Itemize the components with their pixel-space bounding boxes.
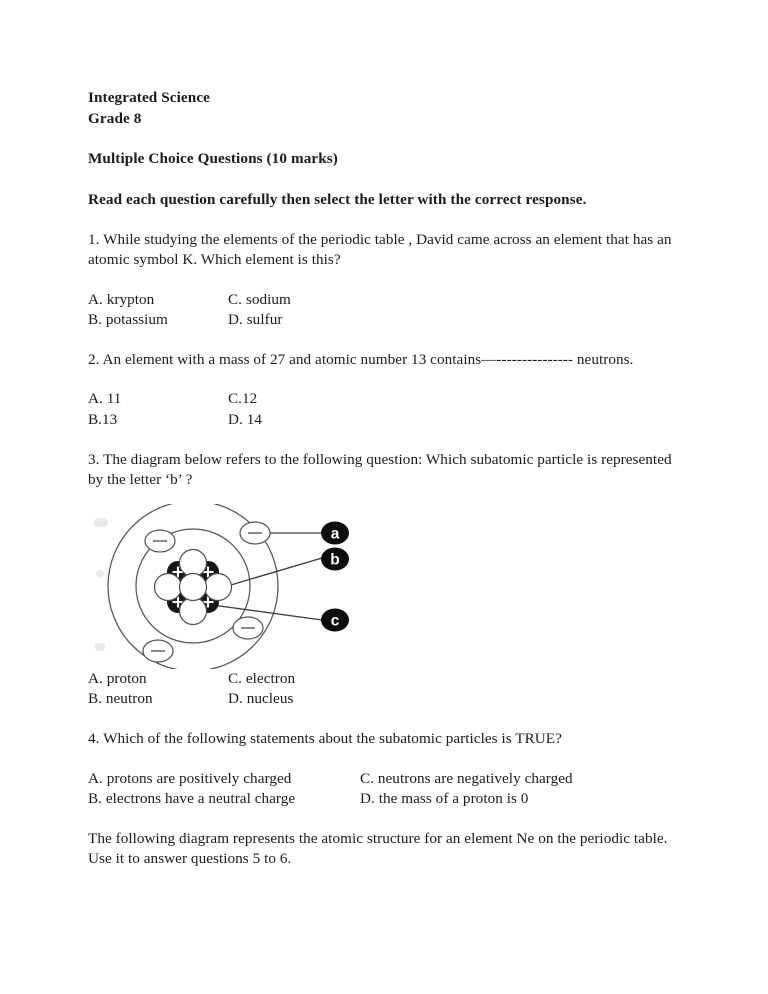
nucleus <box>155 549 232 624</box>
diagram-labels <box>321 521 349 631</box>
spacer <box>88 210 680 230</box>
question-2-options <box>88 389 680 430</box>
question-1-stem-line-2: atomic symbol K. Which element is this? <box>88 251 341 269</box>
atom-diagram-svg <box>90 504 365 669</box>
option-row <box>88 290 680 310</box>
neutron-particle <box>180 549 207 576</box>
label-a <box>321 521 349 544</box>
question-4 <box>88 729 680 809</box>
question-1 <box>88 230 680 330</box>
question-1-options <box>88 290 680 331</box>
label-b-text: b <box>330 551 340 569</box>
subject-title: Integrated Science <box>88 89 211 106</box>
neutron-particle <box>205 573 232 600</box>
spacer <box>88 491 680 504</box>
option-row <box>88 669 680 689</box>
spacer <box>88 271 680 290</box>
option-4-c[interactable]: C. neutrons are negatively charged <box>360 769 573 787</box>
option-1-b[interactable]: B. potassium <box>88 310 168 328</box>
option-1-d[interactable]: D. sulfur <box>228 310 283 328</box>
question-2 <box>88 350 680 430</box>
question-4-stem-line-1: 4. Which of the following statements about the subatomic particles is TRUE? <box>88 730 562 748</box>
option-3-d[interactable]: D. nucleus <box>228 689 294 707</box>
option-row <box>88 769 680 789</box>
leader-lines <box>212 533 322 620</box>
label-b <box>321 547 349 570</box>
label-a-text: a <box>330 525 340 543</box>
option-row <box>88 689 680 709</box>
closing-note-line-2: Use it to answer questions 5 to 6. <box>88 850 292 868</box>
neutron-particle <box>180 597 207 624</box>
question-3-stem-line-1: 3. The diagram below refers to the following question: Which subatomic particle is represented <box>88 451 672 469</box>
atom-structure-diagram <box>90 504 365 669</box>
leader-line-b <box>224 558 322 587</box>
question-4-options <box>88 769 680 810</box>
spacer <box>88 170 680 190</box>
closing-note-line-1: The following diagram represents the atomic structure for an element Ne on the periodic table. <box>88 830 668 848</box>
option-2-c[interactable]: C.12 <box>228 390 258 408</box>
spacer <box>88 370 680 389</box>
spacer <box>88 129 680 149</box>
neutron-particle <box>155 573 182 600</box>
question-1-stem-line-1: 1. While studying the elements of the periodic table , David came across an element that has an <box>88 231 672 248</box>
spacer <box>88 709 680 729</box>
spacer <box>88 809 680 829</box>
closing-note <box>88 829 680 870</box>
option-1-a[interactable]: A. krypton <box>88 290 155 308</box>
option-3-a[interactable]: A. proton <box>88 669 147 687</box>
spacer <box>88 430 680 450</box>
option-2-a[interactable]: A. 11 <box>88 390 122 408</box>
question-2-stem-line-1: 2. An element with a mass of 27 and atomic number 13 contains—--------------- neutrons. <box>88 351 634 369</box>
option-2-b[interactable]: B.13 <box>88 410 118 428</box>
scan-artifact <box>95 643 105 651</box>
document-header <box>88 88 680 129</box>
option-4-d[interactable]: D. the mass of a proton is 0 <box>360 789 529 807</box>
question-3 <box>88 450 680 709</box>
spacer <box>88 750 680 769</box>
option-4-b[interactable]: B. electrons have a neutral charge <box>88 789 296 807</box>
document-content <box>88 88 680 870</box>
option-row <box>88 789 680 809</box>
spacer <box>88 330 680 350</box>
option-4-a[interactable]: A. protons are positively charged <box>88 769 292 787</box>
scan-artifact <box>94 518 108 527</box>
option-3-b[interactable]: B. neutron <box>88 689 153 707</box>
option-2-d[interactable]: D. 14 <box>228 410 262 428</box>
neutron-particle <box>180 573 207 600</box>
label-c <box>321 608 349 631</box>
option-row <box>88 410 680 430</box>
option-1-c[interactable]: C. sodium <box>228 290 291 308</box>
label-c-text: c <box>330 612 340 630</box>
question-3-options <box>88 669 680 710</box>
option-row <box>88 310 680 330</box>
grade-level: Grade 8 <box>88 109 142 127</box>
instruction-text: Read each question carefully then select the letter with the correct response. <box>88 190 587 208</box>
scan-artifact <box>96 570 104 577</box>
section-title: Multiple Choice Questions (10 marks) <box>88 150 338 167</box>
option-3-c[interactable]: C. electron <box>228 669 296 687</box>
leader-line-c <box>212 605 322 620</box>
option-row <box>88 389 680 409</box>
question-3-stem-line-2: by the letter ‘b’ ? <box>88 471 193 489</box>
